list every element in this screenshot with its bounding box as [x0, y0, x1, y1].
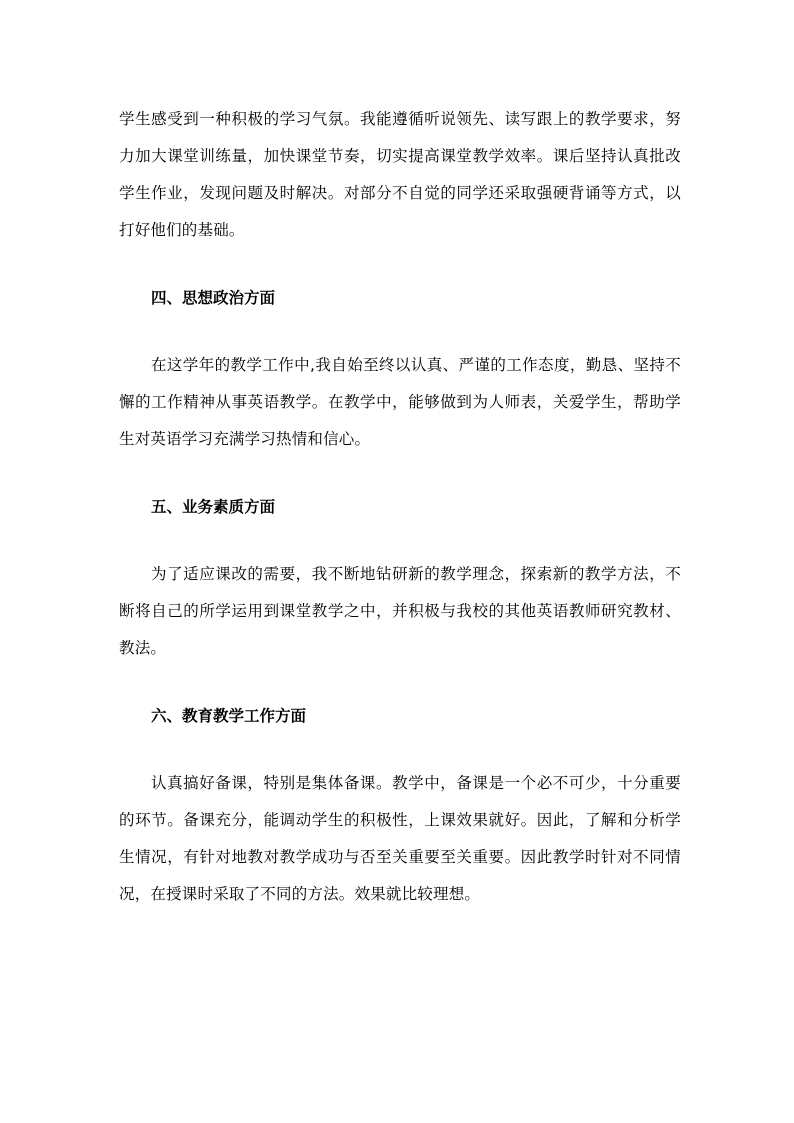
heading-education-teaching: 六、教育教学工作方面 [151, 707, 307, 725]
heading-professional-quality: 五、业务素质方面 [151, 498, 276, 516]
paragraph-education-teaching: 认真搞好备课，特别是集体备课。教学中，备课是一个必不可少，十分重要的环节。备课充分，能调动学生的积极性，上课效果就好。因此，了解和分析学生情况，有针对地教对教学成功与否至关重要至关重要。因此教学时针对不同情况，在授课时采取了不同的方法。效果就比较理想。 [119, 774, 681, 903]
paragraph-ideology-politics: 在这学年的教学工作中,我自始至终以认真、严谨的工作态度，勤恳、坚持不懈的工作精神从事英语教学。在教学中，能够做到为人师表，关爱学生，帮助学生对英语学习充满学习热情和信心。 [119, 356, 681, 448]
heading-ideology-politics: 四、思想政治方面 [151, 289, 276, 307]
paragraph-continued-teaching: 学生感受到一种积极的学习气氛。我能遵循听说领先、读写跟上的教学要求，努力加大课堂训练量，加快课堂节奏，切实提高课堂教学效率。课后坚持认真批改学生作业，发现问题及时解决。对部分不自觉的同学还采取强硬背诵等方式，以打好他们的基础。 [119, 110, 681, 239]
document-page [119, 101, 681, 913]
paragraph-professional-quality: 为了适应课改的需要，我不断地钻研新的教学理念，探索新的教学方法，不断将自己的所学运用到课堂教学之中，并积极与我校的其他英语教师研究教材、教法。 [119, 565, 681, 657]
